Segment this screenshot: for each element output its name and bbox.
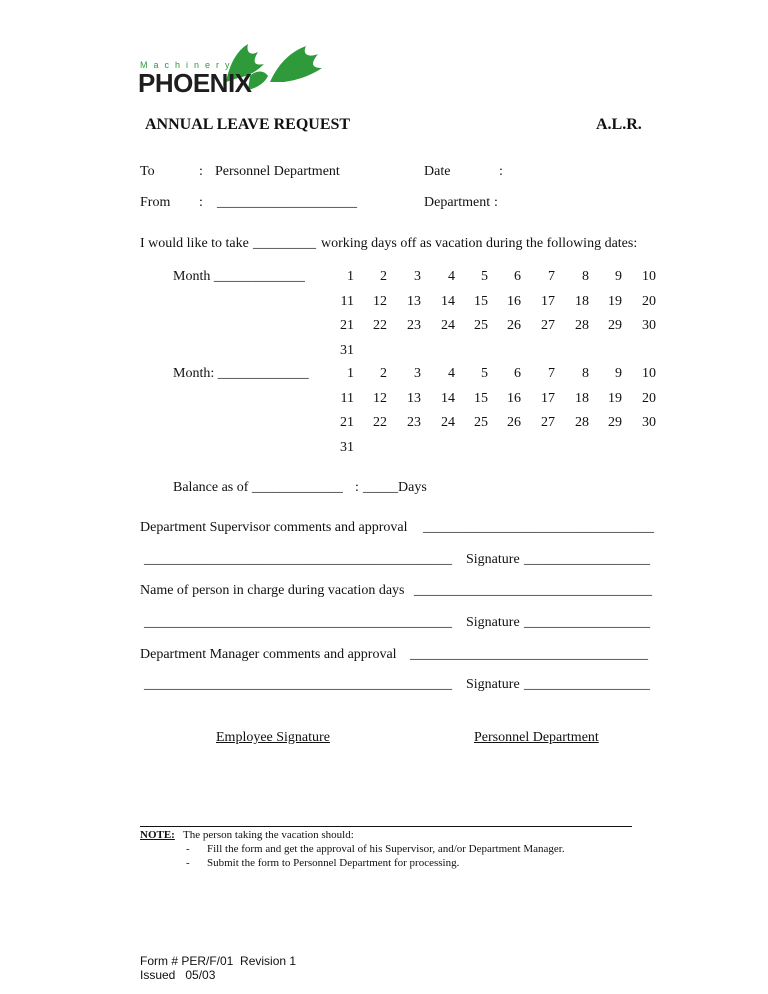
day-number[interactable]: 5 [481,366,488,381]
day-number[interactable]: 9 [615,269,622,284]
department-colon: : [494,195,498,210]
day-number[interactable]: 17 [541,293,555,309]
day-number[interactable]: 14 [441,390,455,406]
day-number[interactable]: 16 [507,293,521,309]
to-label: To [140,164,155,179]
day-number[interactable]: 29 [608,415,622,430]
day-number[interactable]: 20 [642,390,656,406]
supervisor-comment-field[interactable]: _________________________________ [423,520,654,535]
month2-field[interactable]: Month: _____________ [173,366,309,381]
signature-label: Signature [466,677,520,692]
day-number[interactable]: 4 [448,366,455,381]
note-item: Fill the form and get the approval of his Supervisor, and/or Department Manager. [207,843,565,855]
day-number[interactable]: 31 [340,439,354,455]
department-label: Department [424,195,491,210]
day-number[interactable]: 23 [407,415,421,430]
intro-before: I would like to take [140,236,249,251]
day-number[interactable]: 19 [608,390,622,406]
day-number[interactable]: 3 [414,366,421,381]
day-number[interactable]: 23 [407,318,421,333]
day-number[interactable]: 4 [448,269,455,284]
signature-label: Signature [466,615,520,630]
day-number[interactable]: 10 [642,366,656,381]
day-number[interactable]: 11 [340,390,354,406]
balance-colon: : [355,480,359,495]
person-in-charge-label: Name of person in charge during vacation days [140,583,405,598]
day-number[interactable]: 28 [575,415,589,430]
day-number[interactable]: 15 [474,390,488,406]
day-number[interactable]: 10 [642,269,656,284]
day-number[interactable]: 31 [340,342,354,358]
day-number[interactable]: 27 [541,415,555,430]
day-number[interactable]: 1 [347,366,354,381]
day-number[interactable]: 27 [541,318,555,333]
day-number[interactable]: 25 [474,415,488,430]
day-number[interactable]: 8 [582,269,589,284]
day-number[interactable]: 24 [441,415,455,430]
day-number[interactable]: 15 [474,293,488,309]
date-label: Date [424,164,451,179]
day-number[interactable]: 9 [615,366,622,381]
day-number[interactable]: 30 [642,415,656,430]
note-divider [140,826,632,827]
day-number[interactable]: 18 [575,390,589,406]
form-title: ANNUAL LEAVE REQUEST [145,116,351,133]
company-logo [138,42,324,98]
to-colon: : [199,164,203,179]
day-number[interactable]: 7 [548,366,555,381]
manager-comment-line[interactable]: ____________________________________________ [144,677,452,692]
day-number[interactable]: 17 [541,390,555,406]
day-number[interactable]: 21 [340,415,354,430]
day-number[interactable]: 11 [340,293,354,309]
day-number[interactable]: 7 [548,269,555,284]
day-number[interactable]: 19 [608,293,622,309]
person-signature-field[interactable]: __________________ [524,615,650,630]
logo-subtitle: Machinery [140,60,236,70]
from-field[interactable]: ____________________ [217,195,357,210]
from-colon: : [199,195,203,210]
intro-after: working days off as vacation during the following dates: [321,236,638,251]
note-bullet: - [186,843,190,855]
day-number[interactable]: 22 [373,318,387,333]
day-number[interactable]: 29 [608,318,622,333]
balance-field[interactable]: Balance as of _____________ [173,480,343,495]
manager-comment-field[interactable]: __________________________________ [410,647,648,662]
day-number[interactable]: 12 [373,293,387,309]
day-number[interactable]: 3 [414,269,421,284]
manager-label: Department Manager comments and approval [140,647,397,662]
form-code: A.L.R. [596,116,642,133]
person-in-charge-line[interactable]: ____________________________________________ [144,615,452,630]
day-number[interactable]: 24 [441,318,455,333]
form-number: Form # PER/F/01 Revision 1 [140,954,297,968]
note-label: NOTE: [140,829,175,841]
day-number[interactable]: 30 [642,318,656,333]
day-number[interactable]: 26 [507,415,521,430]
day-number[interactable]: 26 [507,318,521,333]
day-number[interactable]: 1 [347,269,354,284]
manager-signature-field[interactable]: __________________ [524,677,650,692]
day-number[interactable]: 14 [441,293,455,309]
supervisor-signature-field[interactable]: __________________ [524,552,650,567]
day-number[interactable]: 5 [481,269,488,284]
logo-wordmark: PHOENIX [138,68,252,98]
day-number[interactable]: 2 [380,366,387,381]
supervisor-label: Department Supervisor comments and approval [140,520,408,535]
note-item: Submit the form to Personnel Department for processing. [207,857,460,869]
from-label: From [140,195,171,210]
day-number[interactable]: 20 [642,293,656,309]
day-number[interactable]: 8 [582,366,589,381]
day-number[interactable]: 2 [380,269,387,284]
day-number[interactable]: 13 [407,293,421,309]
day-number[interactable]: 16 [507,390,521,406]
to-value: Personnel Department [215,164,340,179]
day-number[interactable]: 25 [474,318,488,333]
day-number[interactable]: 13 [407,390,421,406]
date-colon: : [499,164,503,179]
day-number[interactable]: 6 [514,366,521,381]
person-in-charge-field[interactable]: __________________________________ [414,583,652,598]
employee-signature-label: Employee Signature [216,730,330,745]
day-number[interactable]: 21 [340,318,354,333]
day-number[interactable]: 18 [575,293,589,309]
supervisor-comment-line[interactable]: ____________________________________________ [144,552,452,567]
working-days-field[interactable]: _________ [253,236,316,251]
day-number[interactable]: 6 [514,269,521,284]
day-number[interactable]: 12 [373,390,387,406]
note-text: The person taking the vacation should: [183,829,354,841]
day-number[interactable]: 22 [373,415,387,430]
note-bullet: - [186,857,190,869]
signature-label: Signature [466,552,520,567]
balance-days-field[interactable]: _____Days [363,480,427,495]
personnel-department-label: Personnel Department [474,730,599,745]
day-number[interactable]: 28 [575,318,589,333]
month1-field[interactable]: Month _____________ [173,269,305,284]
issued-date: Issued 05/03 [140,968,216,982]
